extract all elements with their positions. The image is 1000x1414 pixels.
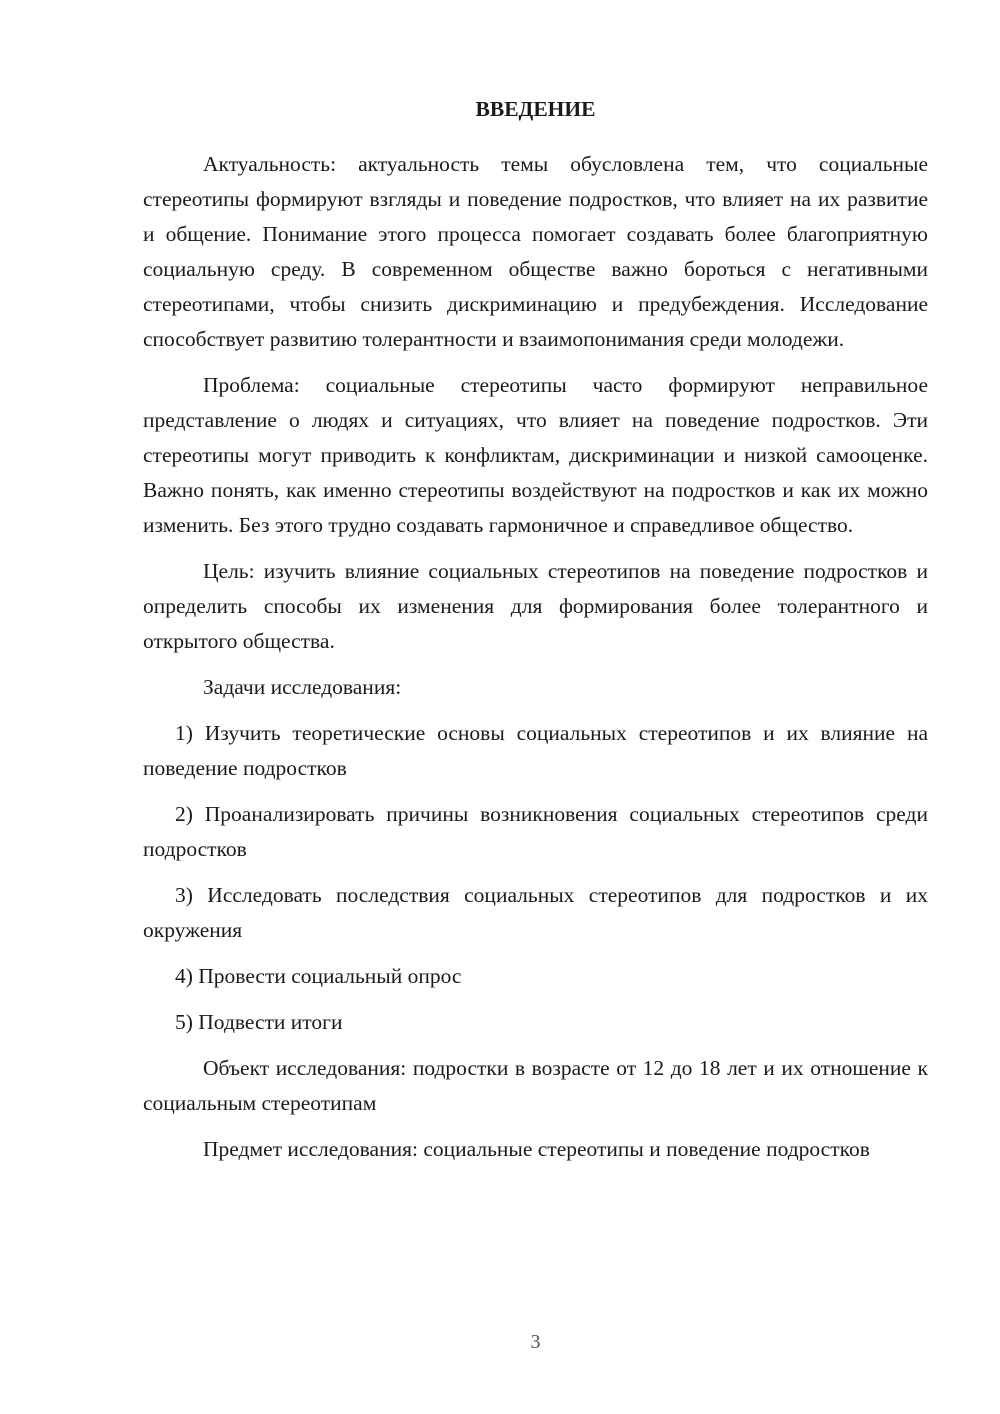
page-title: ВВЕДЕНИЕ (475, 97, 596, 121)
tasks-list (143, 716, 928, 1040)
document-page (143, 92, 928, 1167)
paragraph-subject: Предмет исследования: социальные стереотипы и поведение подростков (203, 1137, 870, 1161)
list-item: 5) Подвести итоги (175, 1010, 343, 1034)
page-number: 3 (530, 1331, 541, 1353)
list-item: 4) Провести социальный опрос (175, 964, 462, 988)
paragraph-object: Объект исследования: подростки в возрасте от 12 до 18 лет и их отношение к социальным стереотипам (143, 1056, 928, 1115)
list-item: 3) Исследовать последствия социальных стереотипов для подростков и их окружения (143, 883, 928, 942)
list-item: 2) Проанализировать причины возникновения социальных стереотипов среди подростков (143, 802, 928, 861)
paragraph-problem: Проблема: социальные стереотипы часто формируют неправильное представление о людях и ситуациях, что влияет на поведение подростков. Эти стереотипы могут приводить к конфликтам, дискриминации и низкой самооценке. Важно понять, как именно стереотипы воздействуют на подростков и как их можно изменить. Без этого трудно создавать гармоничное и справедливое общество. (143, 373, 928, 537)
tasks-title: Задачи исследования: (203, 675, 402, 699)
paragraph-relevance: Актуальность: актуальность темы обусловлена тем, что социальные стереотипы формируют взгляды и поведение подростков, что влияет на их развитие и общение. Понимание этого процесса помогает создавать более благоприятную социальную среду. В современном обществе важно бороться с негативными стереотипами, чтобы снизить дискриминацию и предубеждения. Исследование способствует развитию толерантности и взаимопонимания среди молодежи. (143, 152, 928, 351)
list-item: 1) Изучить теоретические основы социальных стереотипов и их влияние на поведение подростков (143, 721, 928, 780)
paragraph-goal: Цель: изучить влияние социальных стереотипов на поведение подростков и определить способы их изменения для формирования более толерантного и открытого общества. (143, 559, 928, 653)
